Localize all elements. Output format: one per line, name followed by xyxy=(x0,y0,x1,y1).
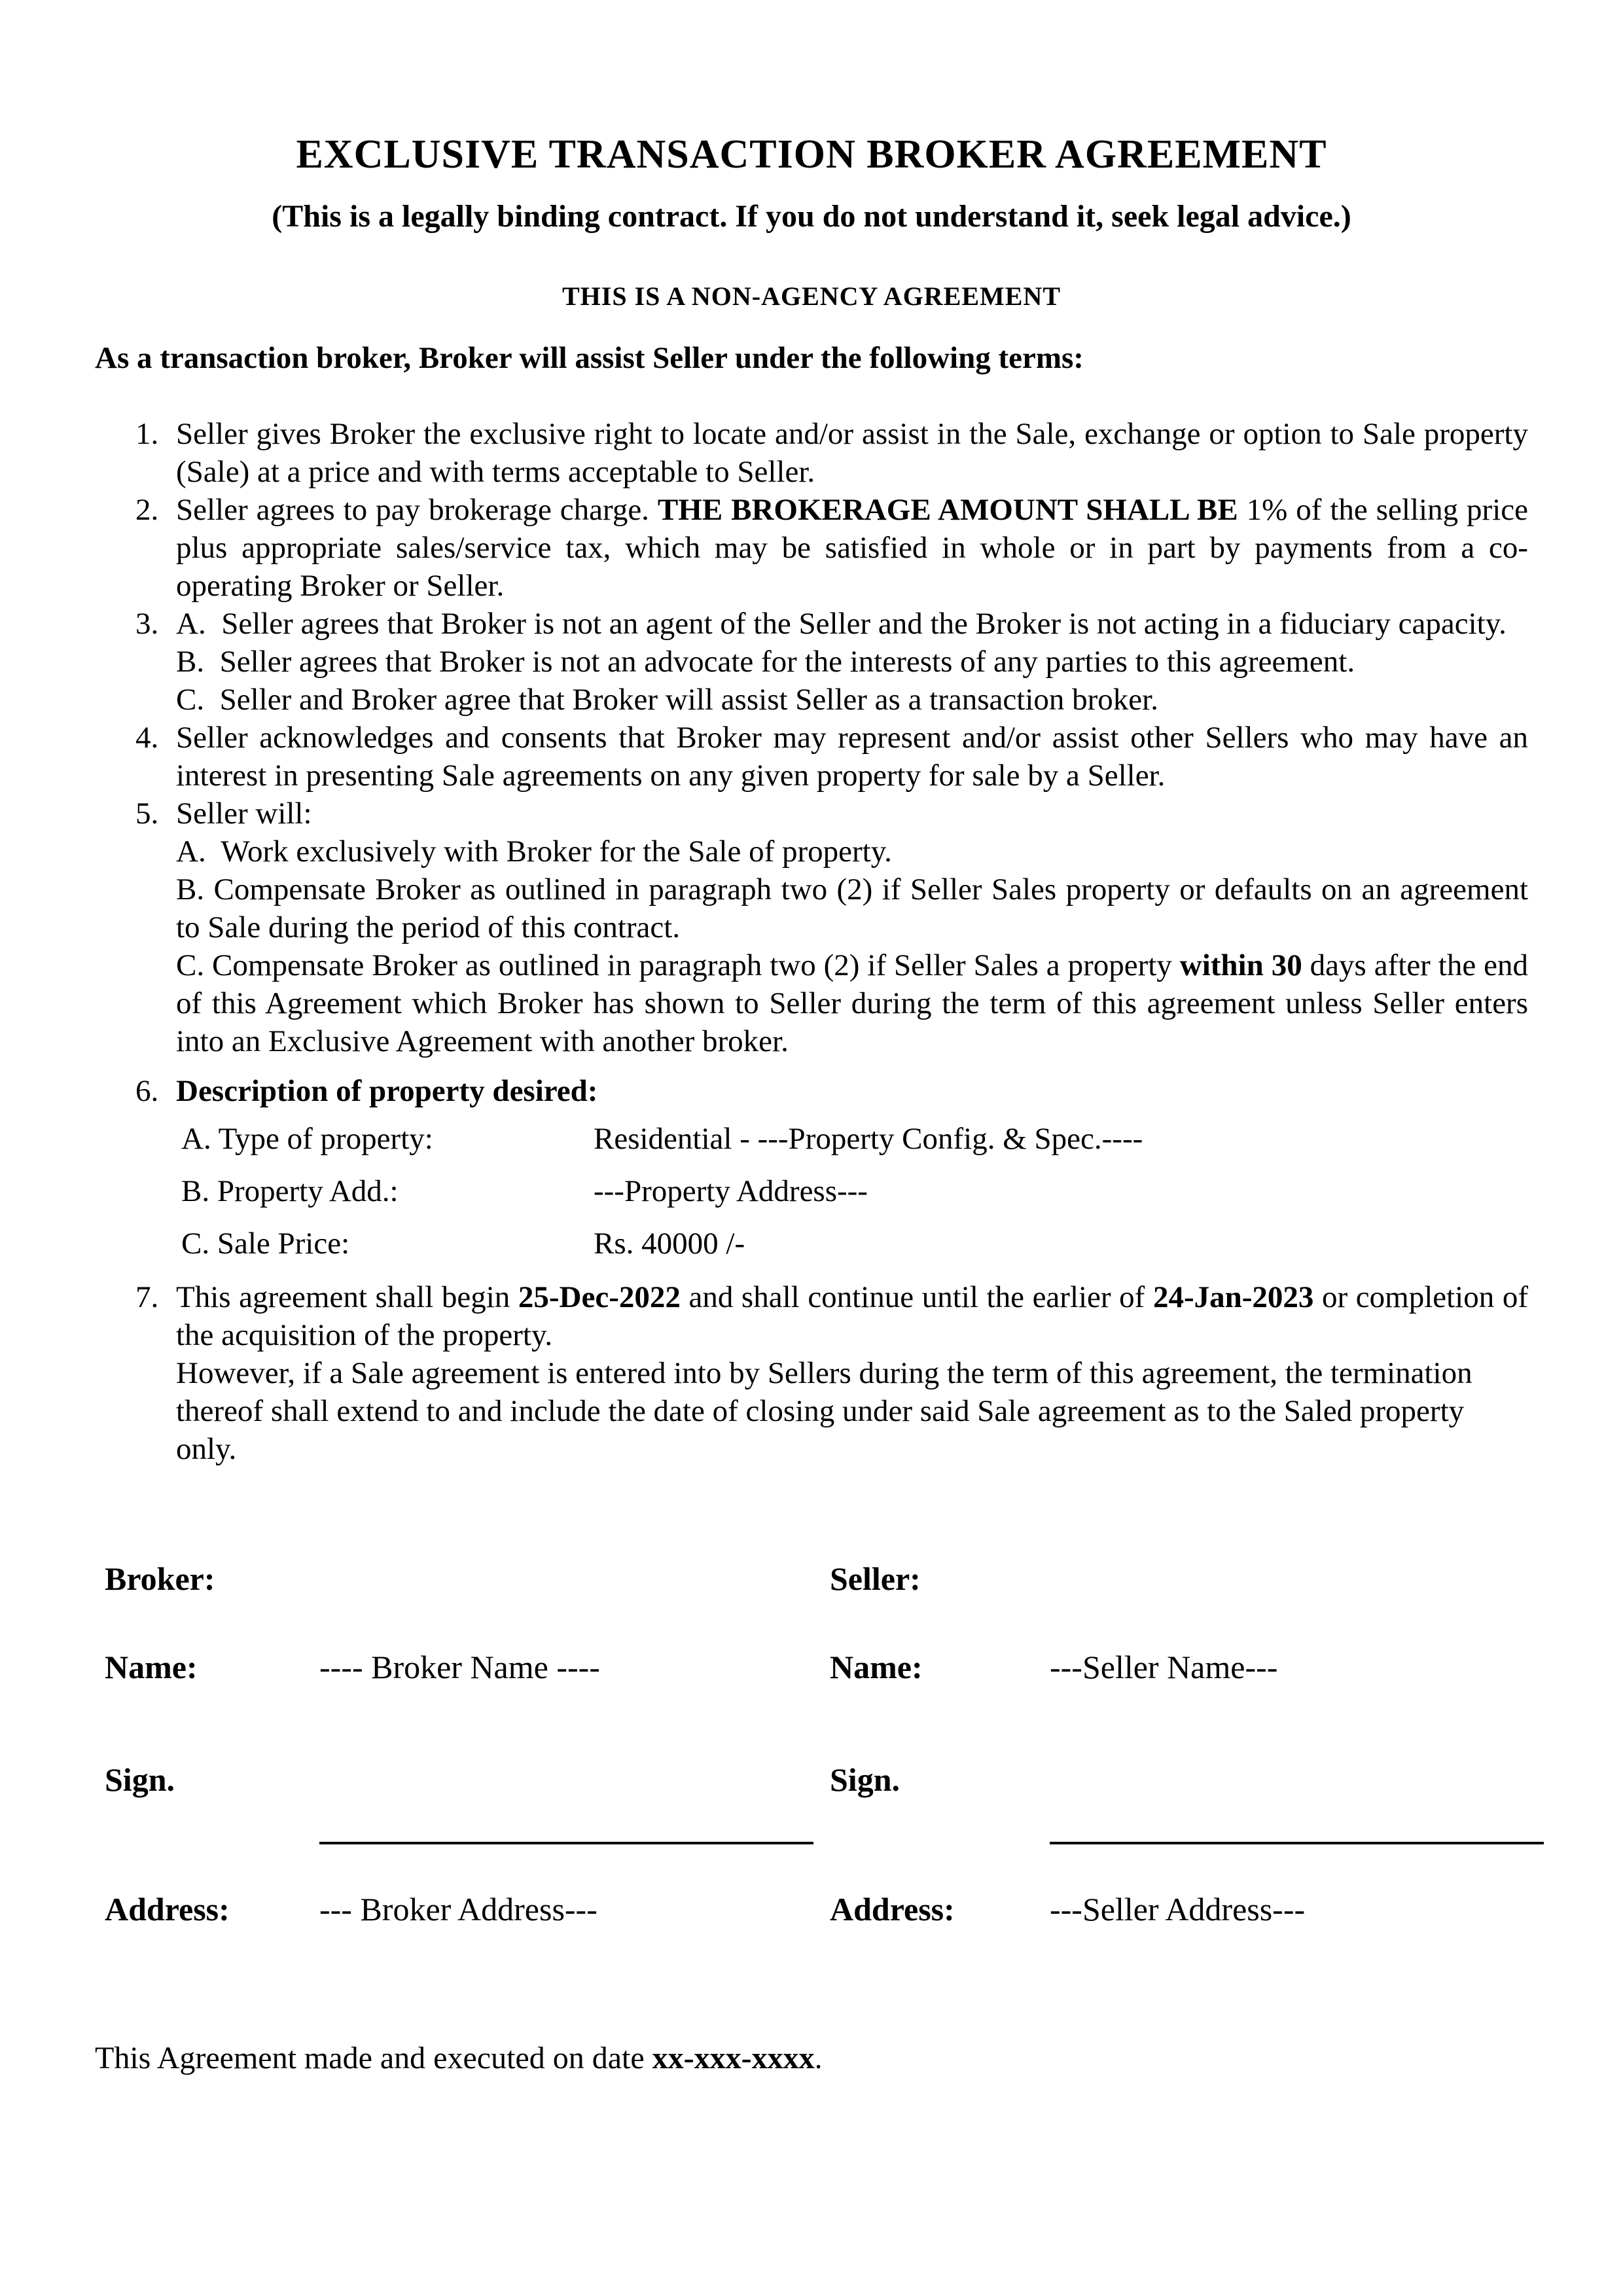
seller-sign-label: Sign. xyxy=(830,1761,901,1798)
terms-list xyxy=(95,415,1528,1468)
term-3-sub-a: A. Seller agrees that Broker is not an agent of the Seller and the Broker is not acting in a fiduciary capacity. xyxy=(176,607,1507,641)
term-5-sub-b: B. Compensate Broker as outlined in paragraph two (2) if Seller Sales property or defaults on an agreement to Sale during the period of this contract. xyxy=(176,872,1528,944)
signature-section xyxy=(95,1560,1528,1928)
term-3-sub-b: B. Seller agrees that Broker is not an advocate for the interests of any parties to this agreement. xyxy=(176,645,1355,679)
term-4-paragraph: Seller acknowledges and consents that Broker may represent and/or assist other Sellers who may have an interest in presenting Sale agreements on any given property for sale by a Seller. xyxy=(176,721,1528,793)
term-2-brokerage-amount: THE BROKERAGE AMOUNT SHALL BE xyxy=(657,493,1238,527)
seller-signature-block xyxy=(830,1560,1544,1928)
intro-statement: As a transaction broker, Broker will assist Seller under the following terms: xyxy=(95,341,1084,375)
term-7-start-date: 25-Dec-2022 xyxy=(518,1280,681,1314)
broker-address-label: Address: xyxy=(105,1891,230,1928)
term-7-end-date: 24-Jan-2023 xyxy=(1152,1280,1314,1314)
broker-name-row xyxy=(105,1648,830,1686)
broker-sign-label: Sign. xyxy=(105,1761,175,1798)
seller-name-row xyxy=(830,1648,1544,1686)
term-5-intro: Seller will: xyxy=(176,797,312,831)
property-type-value: Residential - ---Property Config. & Spec.---- xyxy=(594,1122,1143,1156)
property-type-row xyxy=(176,1120,1528,1158)
term-2-text-post: 1% of the selling price plus appropriate sales/service tax, which may be satisfied in whole or in part by payments from a co-operating Broker or Seller. xyxy=(176,493,1528,603)
term-7-paragraph-2: However, if a Sale agreement is entered into by Sellers during the term of this agreement, the termination thereof shall extend to and include the date of closing under said Sale agreement as to the Saled property only. xyxy=(176,1356,1472,1466)
term-item-7 xyxy=(176,1278,1528,1468)
term-5-sub-c xyxy=(176,946,1528,1060)
seller-section-row xyxy=(830,1560,1544,1598)
seller-name-value: ---Seller Name--- xyxy=(1050,1649,1278,1685)
broker-section-row xyxy=(105,1560,830,1598)
broker-name-value: ---- Broker Name ---- xyxy=(319,1649,600,1685)
broker-sign-row xyxy=(105,1761,830,1799)
seller-sign-row xyxy=(830,1761,1544,1799)
execution-date-value: xx-xxx-xxxx xyxy=(652,2041,815,2075)
term-item-1 xyxy=(176,415,1528,491)
broker-signature-block xyxy=(95,1560,830,1928)
property-type-label: A. Type of property: xyxy=(181,1122,433,1156)
seller-signature-line xyxy=(1050,1842,1544,1844)
term-1-paragraph: Seller gives Broker the exclusive right to locate and/or assist in the Sale, exchange or option to Sale property (Sale) at a price and with terms acceptable to Seller. xyxy=(176,417,1528,489)
sale-price-value: Rs. 40000 /- xyxy=(594,1227,745,1261)
property-address-label: B. Property Add.: xyxy=(181,1174,399,1208)
term-3-sub-c: C. Seller and Broker agree that Broker will assist Seller as a transaction broker. xyxy=(176,683,1158,717)
seller-name-label: Name: xyxy=(830,1649,923,1685)
term-6-heading: Description of property desired: xyxy=(176,1074,598,1108)
seller-address-label: Address: xyxy=(830,1891,955,1928)
broker-address-row xyxy=(105,1890,830,1928)
seller-section-label: Seller: xyxy=(830,1560,921,1597)
term-7-paragraph-1 xyxy=(176,1278,1528,1354)
property-address-row xyxy=(176,1172,1528,1210)
broker-section-label: Broker: xyxy=(105,1560,215,1597)
term-item-3 xyxy=(176,605,1528,719)
term-7-text-pre: This agreement shall begin xyxy=(176,1280,518,1314)
term-5-sub-a: A. Work exclusively with Broker for the Sale of property. xyxy=(176,834,892,869)
broker-name-label: Name: xyxy=(105,1649,198,1685)
execution-date-text: This Agreement made and executed on date xyxy=(95,2041,652,2075)
property-address-value: ---Property Address--- xyxy=(594,1174,868,1208)
document-title: EXCLUSIVE TRANSACTION BROKER AGREEMENT xyxy=(296,132,1327,177)
broker-signature-line xyxy=(319,1842,813,1844)
sale-price-label: C. Sale Price: xyxy=(181,1227,350,1261)
term-5-sub-c-pre: C. Compensate Broker as outlined in paragraph two (2) if Seller Sales a property xyxy=(176,948,1180,982)
term-7-text-post: or completion of the acquisition of the property. xyxy=(176,1280,1528,1352)
term-2-text-pre: Seller agrees to pay brokerage charge. xyxy=(176,493,658,527)
term-7-text-mid: and shall continue until the earlier of xyxy=(680,1280,1153,1314)
term-item-6 xyxy=(176,1072,1528,1263)
term-5-sub-c-post: days after the end of this Agreement which Broker has shown to Seller during the term of this agreement unless Seller enters into an Exclusive Agreement with another broker. xyxy=(176,948,1528,1058)
term-5-within-30: within 30 xyxy=(1179,948,1302,982)
sale-price-row xyxy=(176,1225,1528,1263)
term-2-paragraph xyxy=(176,491,1528,605)
term-item-4 xyxy=(176,719,1528,795)
broker-address-value: --- Broker Address--- xyxy=(319,1891,597,1928)
document-subtitle: (This is a legally binding contract. If you do not understand it, seek legal advice.) xyxy=(272,199,1351,234)
seller-address-row xyxy=(830,1890,1544,1928)
non-agency-notice: THIS IS A NON-AGENCY AGREEMENT xyxy=(562,281,1061,311)
seller-address-value: ---Seller Address--- xyxy=(1050,1891,1306,1928)
execution-date-line xyxy=(95,2039,1528,2077)
term-item-5 xyxy=(176,795,1528,1060)
term-item-2 xyxy=(176,491,1528,605)
execution-date-period: . xyxy=(814,2041,823,2075)
